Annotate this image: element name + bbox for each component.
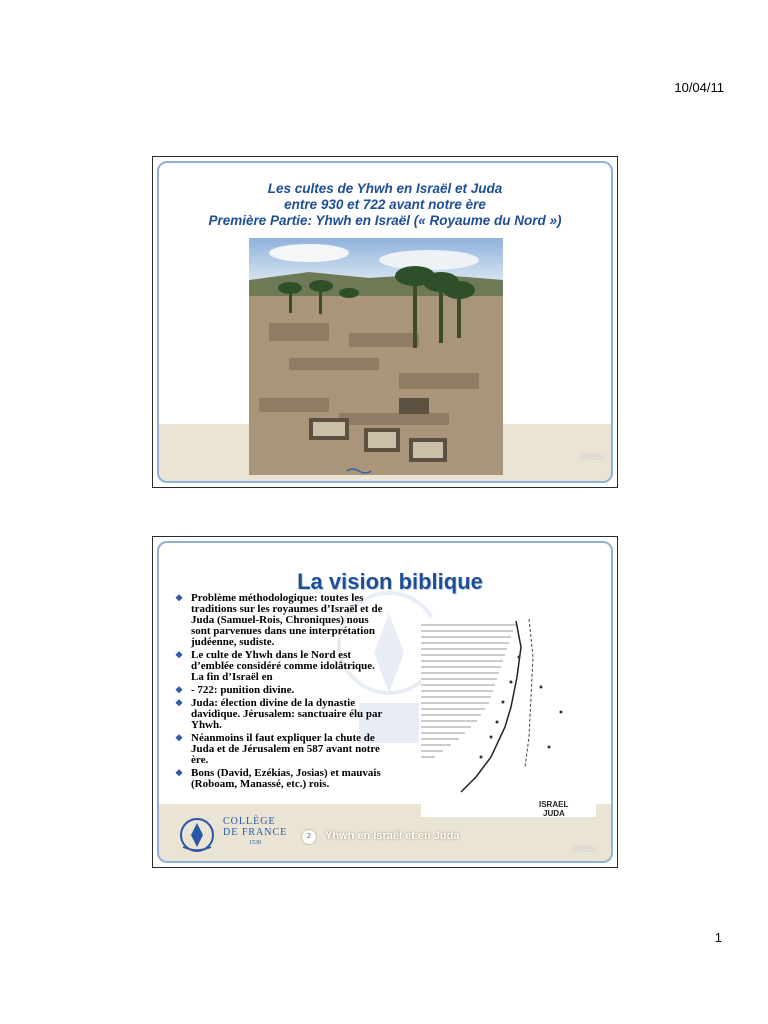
- bullet-item: [173, 593, 383, 648]
- bullet-text: Problème méthodologique: toutes les traditions sur les royaumes d’Israël et de Juda (Samuel-Rois, Chroniques) nous sont parvenues dans une interprétation judéenne, sudiste.: [191, 592, 383, 648]
- slide-1-title-line-2: entre 930 et 722 avant notre ère: [284, 197, 486, 212]
- bullet-text: - 722: punition divine.: [191, 684, 295, 696]
- bullet-text: Bons (David, Ezékias, Josias) et mauvais (Roboam, Manassé, etc.) rois.: [191, 767, 381, 790]
- ruins-palm-photo: [249, 238, 503, 475]
- bullet-item: [173, 685, 383, 696]
- slide-1: [152, 156, 618, 488]
- bullet-text: Le culte de Yhwh dans le Nord est d’emblée considéré comme idolâtrique. La fin d’Israël en: [191, 649, 375, 683]
- diamond-bullet-icon: ❖: [175, 685, 184, 695]
- page-number: 1: [714, 930, 722, 945]
- slide-1-date: 10/04/11: [578, 454, 605, 461]
- slide-2-title: La vision biblique: [297, 569, 483, 594]
- map-label-israel: ISRAEL: [539, 800, 569, 809]
- slide-1-frame: [157, 161, 613, 483]
- diamond-bullet-icon: ❖: [175, 768, 184, 778]
- slide-footer: [159, 809, 611, 861]
- bullet-item: [173, 733, 383, 766]
- slide-1-title-line-1: Les cultes de Yhwh en Israël et Juda: [267, 181, 503, 196]
- slide-2: [152, 536, 618, 868]
- slide-number: 2: [301, 829, 317, 845]
- israel-juda-map: [421, 617, 596, 817]
- logo-line-2: DE FRANCE: [223, 827, 288, 838]
- diamond-bullet-icon: ❖: [175, 698, 184, 708]
- ornament-icon: [345, 467, 373, 475]
- page-date: 10/04/11: [674, 80, 724, 95]
- college-de-france-logo-text: [223, 816, 287, 849]
- bullet-text: Juda: élection divine de la dynastie davidique. Jérusalem: sanctuaire élu par Yhwh.: [191, 697, 383, 731]
- slide-2-frame: [157, 541, 613, 863]
- slide-1-title-line-3: Première Partie: Yhwh en Israël (« Royaume du Nord »): [208, 213, 562, 228]
- diamond-bullet-icon: ❖: [175, 593, 184, 603]
- bullet-list: [173, 593, 383, 792]
- slide-2-date: 10/04/11: [570, 846, 597, 853]
- bullet-item: [173, 768, 383, 790]
- diamond-bullet-icon: ❖: [175, 650, 184, 660]
- logo-year: 1530: [249, 840, 262, 846]
- footer-title: Yhwh en Israël et en Juda: [325, 830, 460, 842]
- diamond-bullet-icon: ❖: [175, 733, 184, 743]
- college-de-france-crest-icon: [177, 817, 217, 853]
- logo-line-1: COLLÈGE: [223, 816, 276, 827]
- bullet-text: Néanmoins il faut expliquer la chute de Juda et de Jérusalem en 587 avant notre ère.: [191, 732, 380, 766]
- slide-1-title: [159, 181, 611, 229]
- map-label-juda: JUDA: [543, 809, 565, 817]
- bullet-item: [173, 650, 383, 683]
- bullet-item: [173, 698, 383, 731]
